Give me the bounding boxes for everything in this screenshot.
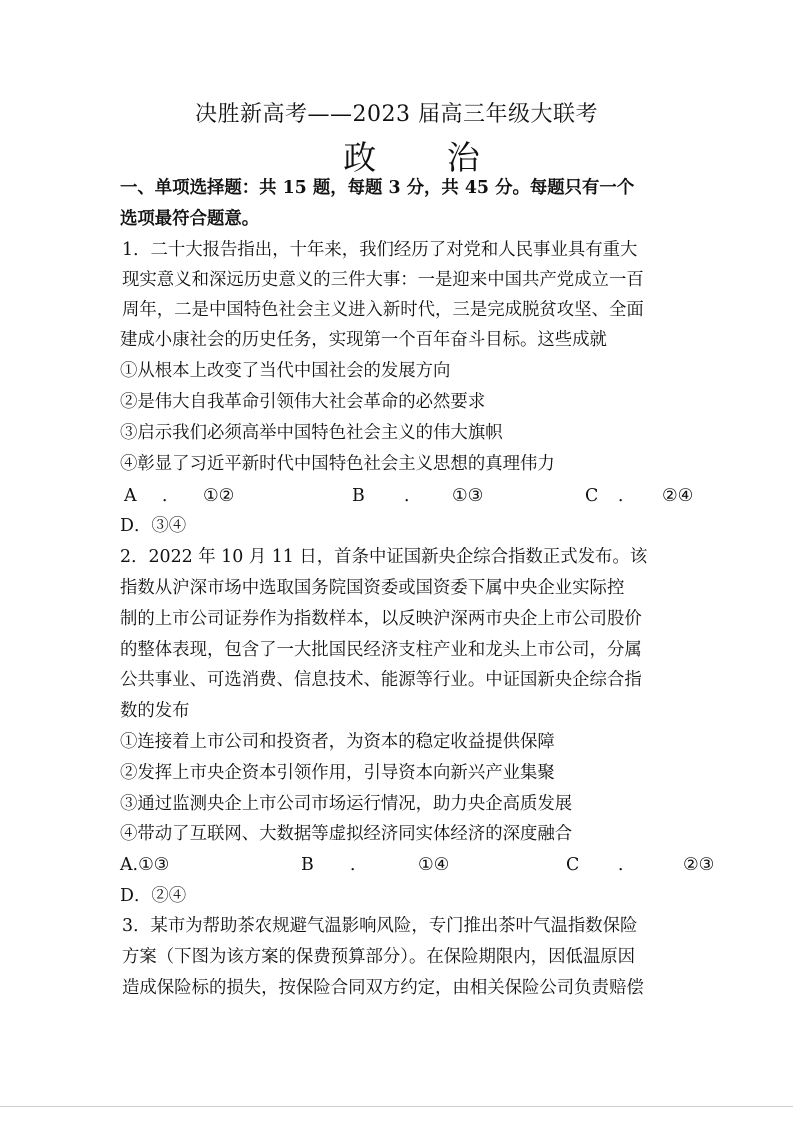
q1-option-b-letter: B: [352, 486, 365, 506]
q2-option-b-letter: B: [301, 855, 314, 875]
q2-statement-2: ②发挥上市央企资本引领作用，引导资本向新兴产业集聚: [120, 763, 555, 783]
exam-title: 决胜新高考——2023 届高三年级大联考: [195, 102, 598, 127]
q2-statement-1: ①连接着上市公司和投资者，为资本的稳定收益提供保障: [120, 732, 555, 752]
q2-option-b-dot: ．: [350, 855, 368, 875]
q2-stem-line: 的整体表现，包含了一大批国民经济支柱产业和龙头上市公司，分属: [120, 640, 642, 660]
q2-statement-3: ③通过监测央企上市公司市场运行情况，助力央企高质发展: [120, 794, 573, 814]
q1-option-a-dot: ．: [162, 486, 180, 506]
q1-option-c-dot: ．: [618, 486, 636, 506]
q1-option-c-text: ②④: [662, 486, 694, 506]
q2-stem-line: 指数从沪深市场中选取国务院国资委或国资委下属中央企业实际控: [120, 578, 625, 598]
q1-stem-line: 现实意义和深远历史意义的三件大事：一是迎来中国共产党成立一百: [122, 270, 644, 290]
q1-statement-1: ①从根本上改变了当代中国社会的发展方向: [120, 361, 451, 381]
q1-option-b-text: ①③: [452, 486, 484, 506]
q2-option-b-text: ①④: [418, 855, 450, 875]
q3-stem-line: 造成保险标的损失，按保险合同双方约定，由相关保险公司负责赔偿: [122, 978, 644, 998]
q2-option-c-dot: ．: [618, 855, 636, 875]
page-bottom-divider: [0, 1106, 793, 1107]
q1-option-c-letter: C: [585, 486, 599, 506]
q1-statement-3: ③启示我们必须高举中国特色社会主义的伟大旗帜: [120, 423, 503, 443]
q2-option-a: A.①③: [120, 855, 170, 875]
q2-option-d: D．②④: [120, 886, 187, 906]
q3-stem-line: 方案（下图为该方案的保费预算部分）。在保险期限内，因低温原因: [122, 947, 636, 967]
subject-title: 政 治: [343, 138, 510, 177]
q1-statement-2: ②是伟大自我革命引领伟大社会革命的必然要求: [120, 392, 486, 412]
q1-statement-4: ④彰显了习近平新时代中国特色社会主义思想的真理伟力: [120, 454, 555, 474]
q3-stem-line: 3．某市为帮助茶农规避气温影响风险，专门推出茶叶气温指数保险: [122, 916, 638, 936]
q1-stem-line: 建成小康社会的历史任务，实现第一个百年奋斗目标。这些成就: [120, 330, 607, 350]
q1-stem-line: 1．二十大报告指出，十年来，我们经历了对党和人民事业具有重大: [122, 240, 638, 260]
q1-stem-line: 周年，二是中国特色社会主义进入新时代，三是完成脱贫攻坚、全面: [122, 300, 644, 320]
q2-option-c-text: ②③: [683, 855, 715, 875]
q2-statement-4: ④带动了互联网、大数据等虚拟经济同实体经济的深度融合: [120, 824, 573, 844]
q2-stem-line: 制的上市公司证券作为指数样本，以反映沪深两市央企上市公司股价: [120, 609, 642, 629]
q2-stem-line: 公共事业、可选消费、信息技术、能源等行业。中证国新央企综合指: [120, 670, 642, 690]
q2-stem-line: 2．2022 年 10 月 11 日，首条中证国新央企综合指数正式发布。该: [120, 547, 648, 567]
q2-option-c-letter: C: [566, 855, 580, 875]
q2-stem-line: 数的发布: [120, 701, 190, 721]
q1-option-d: D．③④: [120, 516, 187, 536]
q1-option-a-text: ①②: [203, 486, 235, 506]
q1-option-b-dot: ．: [404, 486, 422, 506]
q1-option-a-letter: A: [124, 486, 137, 506]
section-instruction-line-1: 一、单项选择题：共 15 题，每题 3 分，共 45 分。每题只有一个: [120, 178, 635, 198]
section-instruction-line-2: 选项最符合题意。: [120, 209, 260, 229]
